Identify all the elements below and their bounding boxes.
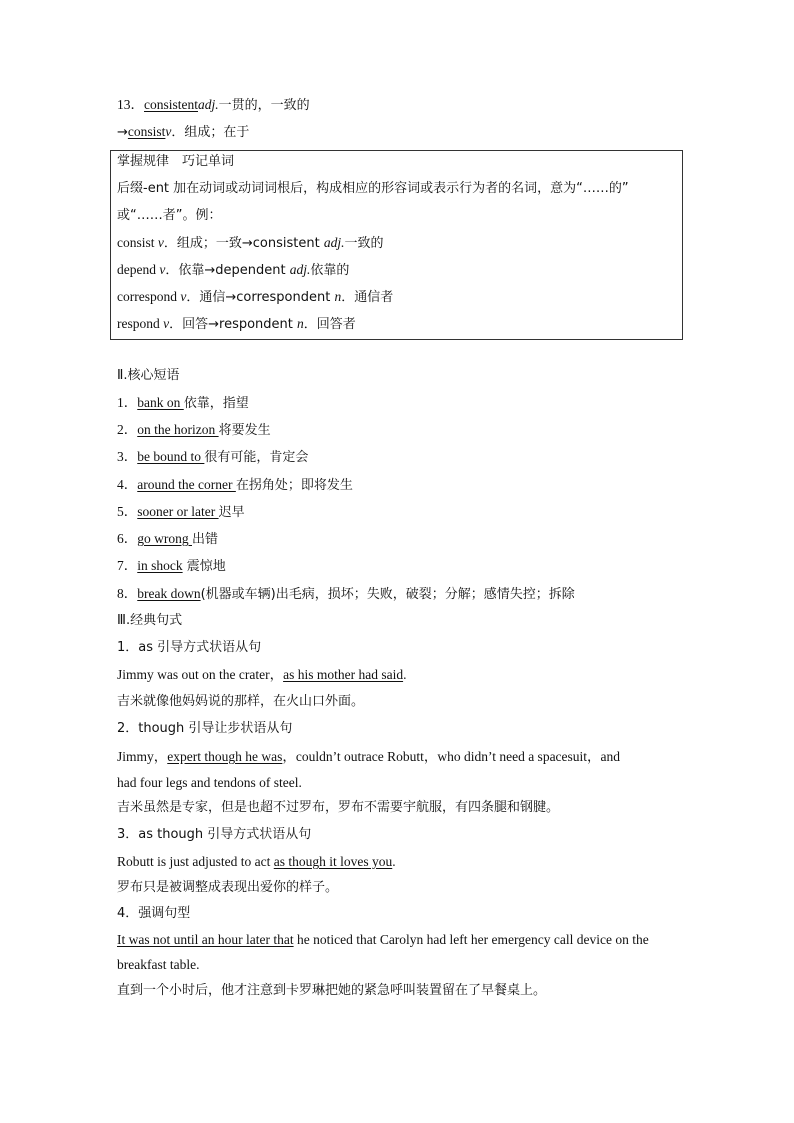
related-pos: v [165,124,172,139]
phrase-number: 8． [117,586,138,601]
rule-example [117,234,384,253]
related-meaning: ．组成；在于 [171,125,250,140]
arrow-icon: → [117,125,128,140]
phrase-item [117,530,218,549]
example-pos: v [163,316,170,331]
phrase-item [117,448,308,467]
sentence-title: 4．强调句型 [117,906,191,921]
example-word: correspond [117,289,181,304]
rule-example [117,288,393,307]
phrase-en: on the horizon [137,422,219,437]
phrase-item [117,585,575,604]
phrase-cn: 迟早 [218,505,245,520]
phrase-cn: (机器或车辆)出毛病，损坏；失败，破裂；分解；感情失控；拆除 [200,587,575,602]
sentence-text: Jimmy was out on the crater， [117,667,284,682]
phrase-en: be bound to [137,449,205,464]
phrase-en: in shock [137,558,183,573]
sentence-underlined: It was not until an hour later that [117,932,294,947]
phrase-cn: 将要发生 [218,423,271,438]
sentence-text: . [403,667,407,682]
example-meaning: ．通信者 [341,290,394,305]
phrase-cn: 在拐角处；即将发生 [235,478,353,493]
phrase-item [117,421,271,440]
example-word: respond [117,316,164,331]
vocab-meaning: 一贯的，一致的 [218,98,310,113]
phrase-cn: 依靠，指望 [183,396,249,411]
phrase-cn: 出错 [192,532,219,547]
vocab-item-13 [117,96,310,115]
example-pos: v [157,235,164,250]
phrase-number: 6． [117,531,138,546]
sentence-en-line2: breakfast table. [117,957,200,972]
rule-box [110,150,683,340]
rule-example [117,261,349,280]
example-pos: v [159,262,166,277]
rule-box-desc-2: 或“……者”。例： [117,208,222,223]
sentence-en-line2: had four legs and tendons of steel. [117,775,302,790]
phrase-en: break down [137,586,201,601]
phrases-heading: Ⅱ.核心短语 [117,368,180,383]
vocab-pos: adj. [198,97,219,112]
sentence-underlined: as though it loves you [273,854,393,869]
sentence-title: 1．as 引导方式状语从句 [117,640,262,655]
sentence-underlined: as his mother had said [283,667,404,682]
phrase-en: sooner or later [137,504,219,519]
phrase-cn: 震惊地 [182,559,226,574]
phrase-number: 5． [117,504,138,519]
phrase-number: 2． [117,422,138,437]
phrase-item [117,476,353,495]
phrase-en: bank on [137,395,184,410]
example-word: consist [117,235,158,250]
sentence-title: 3．as though 引导方式状语从句 [117,827,312,842]
example-pos: v [180,289,187,304]
phrase-item [117,503,245,522]
vocab-related [117,123,249,142]
sentence-cn: 吉米虽然是专家，但是也超不过罗布，罗布不需要宇航服，有四条腿和钢腱。 [117,800,560,815]
related-word: consist [127,124,166,139]
sentence-text: he noticed that Carolyn had left her emergency call device on the [293,932,649,947]
sentence-en [117,666,406,684]
sentence-en [117,748,620,766]
example-word: depend [117,262,160,277]
sentence-text: Robutt is just adjusted to act [117,854,274,869]
example-meaning: ．组成；一致→consistent [163,236,324,251]
vocab-word: consistent [144,97,198,112]
example-pos: n [297,316,304,331]
sentence-text: ，couldn’t outrace Robutt，who didn’t need a spacesuit，and [282,749,621,764]
example-pos: adj. [323,235,345,250]
example-meaning: ．通信→correspondent [186,290,335,305]
example-meaning: 依靠的 [310,263,350,278]
phrase-item [117,557,226,576]
phrase-en: go wrong [137,531,192,546]
rule-example [117,315,356,334]
rule-box-title: 掌握规律 巧记单词 [117,154,235,169]
phrase-cn: 很有可能，肯定会 [204,450,309,465]
example-meaning: 一致的 [344,236,384,251]
sentence-cn: 直到一个小时后，他才注意到卡罗琳把她的紧急呼叫装置留在了早餐桌上。 [117,983,547,998]
example-meaning: ．回答者 [303,317,356,332]
sentence-cn: 吉米就像他妈妈说的那样，在火山口外面。 [117,694,365,709]
sentence-cn: 罗布只是被调整成表现出爱你的样子。 [117,880,339,895]
phrase-item [117,394,249,413]
sentence-text: Jimmy， [117,749,168,764]
phrase-number: 3． [117,449,138,464]
example-meaning: ．依靠→dependent [165,263,290,278]
example-pos: adj. [289,262,311,277]
sentence-en [117,853,396,871]
sentence-underlined: expert though he was [167,749,283,764]
rule-box-desc-1: 后缀-ent 加在动词或动词词根后，构成相应的形容词或表示行为者的名词，意为“……的” [117,181,629,196]
sentence-text: . [392,854,396,869]
sentences-heading: Ⅲ.经典句式 [117,613,183,628]
example-meaning: ．回答→respondent [169,317,298,332]
phrase-number: 1． [117,395,138,410]
phrase-number: 7． [117,558,138,573]
vocab-number: 13． [117,97,144,112]
sentence-en [117,931,649,949]
phrase-en: around the corner [137,477,236,492]
example-pos: n [334,289,342,304]
sentence-title: 2．though 引导让步状语从句 [117,721,293,736]
phrase-number: 4． [117,477,138,492]
